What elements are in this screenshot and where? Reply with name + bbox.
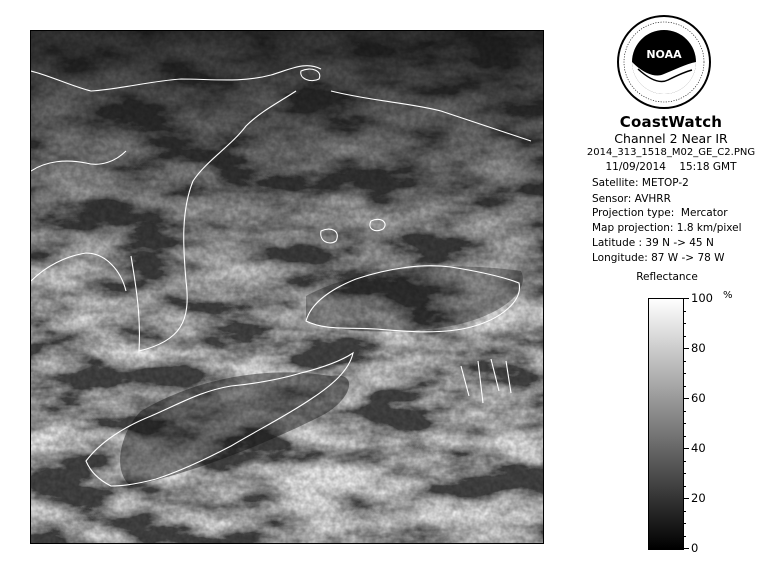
colorbar-minor-tick — [683, 473, 686, 474]
colorbar-minor-tick — [683, 523, 686, 524]
colorbar-minor-tick — [683, 386, 686, 387]
satellite-image-icon — [31, 31, 543, 543]
colorbar-tick-label: 20 — [691, 491, 706, 505]
colorbar-minor-tick — [683, 536, 686, 537]
channel-label: Channel 2 Near IR — [614, 131, 728, 146]
satellite-image — [30, 30, 544, 544]
colorbar-unit: % — [723, 290, 733, 301]
colorbar-major-tick — [683, 448, 689, 449]
colorbar-title: Reflectance — [636, 271, 698, 283]
colorbar-minor-tick — [683, 361, 686, 362]
info-panel — [560, 0, 782, 572]
colorbar-major-tick — [683, 498, 689, 499]
brand-title: CoastWatch — [619, 113, 723, 131]
colorbar-minor-tick — [683, 336, 686, 337]
colorbar-minor-tick — [683, 486, 686, 487]
colorbar-minor-tick — [683, 461, 686, 462]
colorbar-tick-label: 80 — [691, 341, 706, 355]
logo-text: NOAA — [646, 48, 682, 61]
colorbar-tick-label: 60 — [691, 391, 706, 405]
colorbar-major-tick — [683, 298, 689, 299]
colorbar-minor-tick — [683, 411, 686, 412]
colorbar-major-tick — [683, 348, 689, 349]
filename-label: 2014_313_1518_M02_GE_C2.PNG — [586, 147, 756, 158]
colorbar-major-tick — [683, 398, 689, 399]
colorbar-tick-label: 100 — [691, 291, 713, 305]
longitude-label: Longitude: 87 W -> 78 W — [592, 252, 725, 264]
colorbar-major-tick — [683, 548, 689, 549]
colorbar-minor-tick — [683, 436, 686, 437]
colorbar-minor-tick — [683, 323, 686, 324]
colorbar-tick-label: 0 — [691, 541, 699, 555]
colorbar-minor-tick — [683, 311, 686, 312]
colorbar-minor-tick — [683, 511, 686, 512]
colorbar-minor-tick — [683, 373, 686, 374]
sensor-label: Sensor: AVHRR — [592, 193, 671, 205]
satellite-label: Satellite: METOP-2 — [592, 177, 689, 189]
noaa-logo-icon — [616, 14, 712, 110]
datetime-label: 11/09/2014 15:18 GMT — [605, 161, 737, 173]
latitude-label: Latitude : 39 N -> 45 N — [592, 237, 714, 249]
colorbar-minor-tick — [683, 423, 686, 424]
colorbar — [648, 298, 684, 550]
map-projection-label: Map projection: 1.8 km/pixel — [592, 222, 742, 234]
colorbar-tick-label: 40 — [691, 441, 706, 455]
projection-type-label: Projection type: Mercator — [592, 207, 728, 219]
